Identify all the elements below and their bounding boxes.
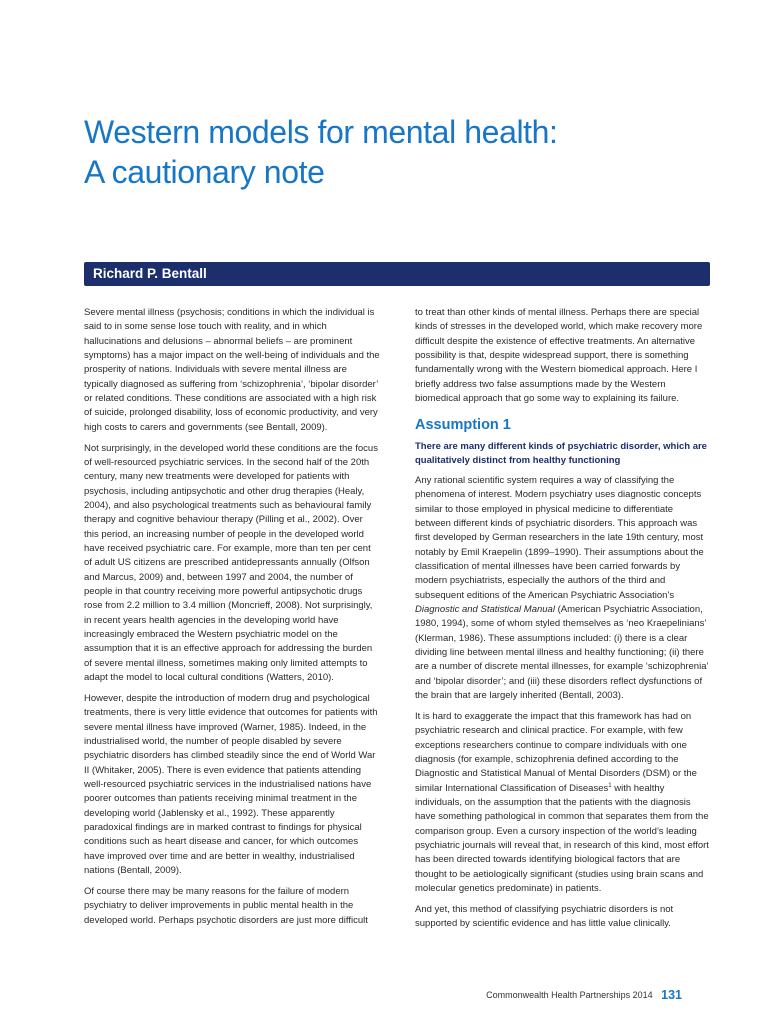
body-paragraph: However, despite the introduction of modern drug and psychological treatments, there is very little evidence that outcomes for patients with severe mental illness have improved (Warner, 1985). Indeed, in the industrialised world, the number of people disabled by severe psychiatric disorders has climbed steadily since the end of World War II (Whitaker, 2005). There is even evidence that patients attending well-resourced psychiatric services in the industrialised nations have poorer outcomes than patients receiving minimal treatment in the developing world (Jablensky et al., 1992). These apparently paradoxical findings are in marked contrast to findings for physical conditions such as heart disease and cancer, for which outcomes have improved over time and are better in wealthy, industrialised nations (Bentall, 2009). bbox=[84, 692, 378, 877]
section-lead: There are many different kinds of psychiatric disorder, which are qualitatively distinct from healthy functioning bbox=[415, 441, 707, 466]
author-name: Richard P. Bentall bbox=[93, 266, 207, 281]
book-title: Diagnostic and Statistical Manual bbox=[415, 604, 555, 615]
article-title-line-1: Western models for mental health: bbox=[84, 114, 558, 150]
body-paragraph: to treat than other kinds of mental illness. Perhaps there are special kinds of stresses in the developed world, which make recovery more difficult despite the existence of effective treatments. An alternative possibility is that, despite widespread support, there is something fundamentally wrong with the Western biomedical approach. Here I briefly address two false assumptions made by the Western biomedical approach that go some way to explaining its failure. bbox=[415, 307, 703, 405]
body-paragraph: Not surprisingly, in the developed world these conditions are the focus of well-resourced psychiatric services. In the second half of the 20th century, many new treatments were developed for patients with psychosis, including antipsychotic and other drug therapies (Healy, 2004), and also psychological treatments such as behavioural family therapy and cognitive behaviour therapy (Pilling et al., 2002). Over this period, an increasing number of people in the developed world have received psychiatric care. For example, more than ten per cent of adult US citizens are prescribed antidepressants annually (Olfson and Marcus, 2009) and, between 1997 and 2004, the number of people in that country receiving more powerful antipsychotic drugs rose from 2.2 million to 3.4 million (Moncrieff, 2008). Not surprisingly, in recent years health agencies in the developing world have increasingly embraced the Western psychiatric model on the assumption that it is an effective approach for addressing the burden of severe mental illness, sometimes making only limited attempts to adapt the model to local cultural conditions (Watters, 2010). bbox=[84, 442, 378, 684]
body-text: It is hard to exaggerate the impact that this framework has had on psychiatric research and clinical practice. For example, with few exceptions researchers continue to compare individuals with one diagnosis (for example, schizophrenia defined according to the Diagnostic and Statistical Manual of Mental Disorders (DSM) or the similar International Classification of Diseases bbox=[415, 710, 697, 794]
right-column bbox=[415, 306, 711, 938]
body-paragraph: Of course there may be many reasons for the failure of modern psychiatry to deliver improvements in public mental health in the developed world. Perhaps psychotic disorders are just more difficult bbox=[84, 885, 368, 926]
body-text: with healthy individuals, on the assumption that the patients with the diagnosis have something pathological in common that separates them from the comparison group. Even a cursory inspection of the world’s leading psychiatric journals will reveal that, in research of this kind, most effort has been directed towards identifying biological factors that are thought to be aetiologically significant (studies using brain scans and molecular genetics predominate) in patients. bbox=[415, 782, 709, 895]
body-text: (American Psychiatric Association, 1980, 1994), some of whom styled themselves as ‘neo Kraepelinians’ (Klerman, 1986). These assumptions included: (i) there is a clear dividing line between mental illness and healthy functioning; (ii) there are a number of discrete mental illnesses, for example ‘schizophrenia’ and ‘bipolar disorder’; and (iii) these disorders reflect dysfunctions of the brain that are largely inherited (Bentall, 2003). bbox=[415, 604, 709, 702]
author-bar bbox=[84, 262, 710, 286]
publication-name: Commonwealth Health Partnerships 2014 bbox=[486, 989, 653, 1000]
body-paragraph bbox=[415, 474, 711, 704]
left-column bbox=[84, 306, 380, 934]
body-paragraph: Severe mental illness (psychosis; conditions in which the individual is said to in some sense lose touch with reality, and in which hallucinations and delusions – abnormal beliefs – are prominent symptoms) has a major impact on the well-being of individuals and the prosperity of nations. Individuals with severe mental illness are typically diagnosed as suffering from ‘schizophrenia’, ‘bipolar disorder’ or related conditions. These conditions are associated with a high risk of suicide, prolonged disability, loss of economic productivity, and very high costs to carers and governments (see Bentall, 2009). bbox=[84, 307, 380, 433]
article-title bbox=[84, 112, 704, 192]
section-heading: Assumption 1 bbox=[415, 417, 511, 434]
page-footer bbox=[486, 986, 682, 1004]
page-number: 131 bbox=[661, 987, 682, 1002]
body-paragraph: And yet, this method of classifying psychiatric disorders is not supported by scientific evidence and has little value clinically. bbox=[415, 903, 674, 930]
article-title-line-2: A cautionary note bbox=[84, 154, 325, 190]
footnote-marker: 1 bbox=[608, 782, 612, 789]
body-paragraph bbox=[415, 710, 711, 896]
body-text: Any rational scientific system requires a way of classifying the phenomena of interest. Modern psychiatry uses diagnostic concepts similar to those employed in physical medicine to differentiate between different kinds of psychiatric disorders. This approach was first developed by German researchers in the late 19th century, most notably by Emil Kraepelin (1899–1990). Their assumptions about the classification of mental illnesses have been carried forwards by modern psychiatrists, especially the authors of the third and subsequent editions of the American Psychiatric Association’s bbox=[415, 474, 704, 601]
